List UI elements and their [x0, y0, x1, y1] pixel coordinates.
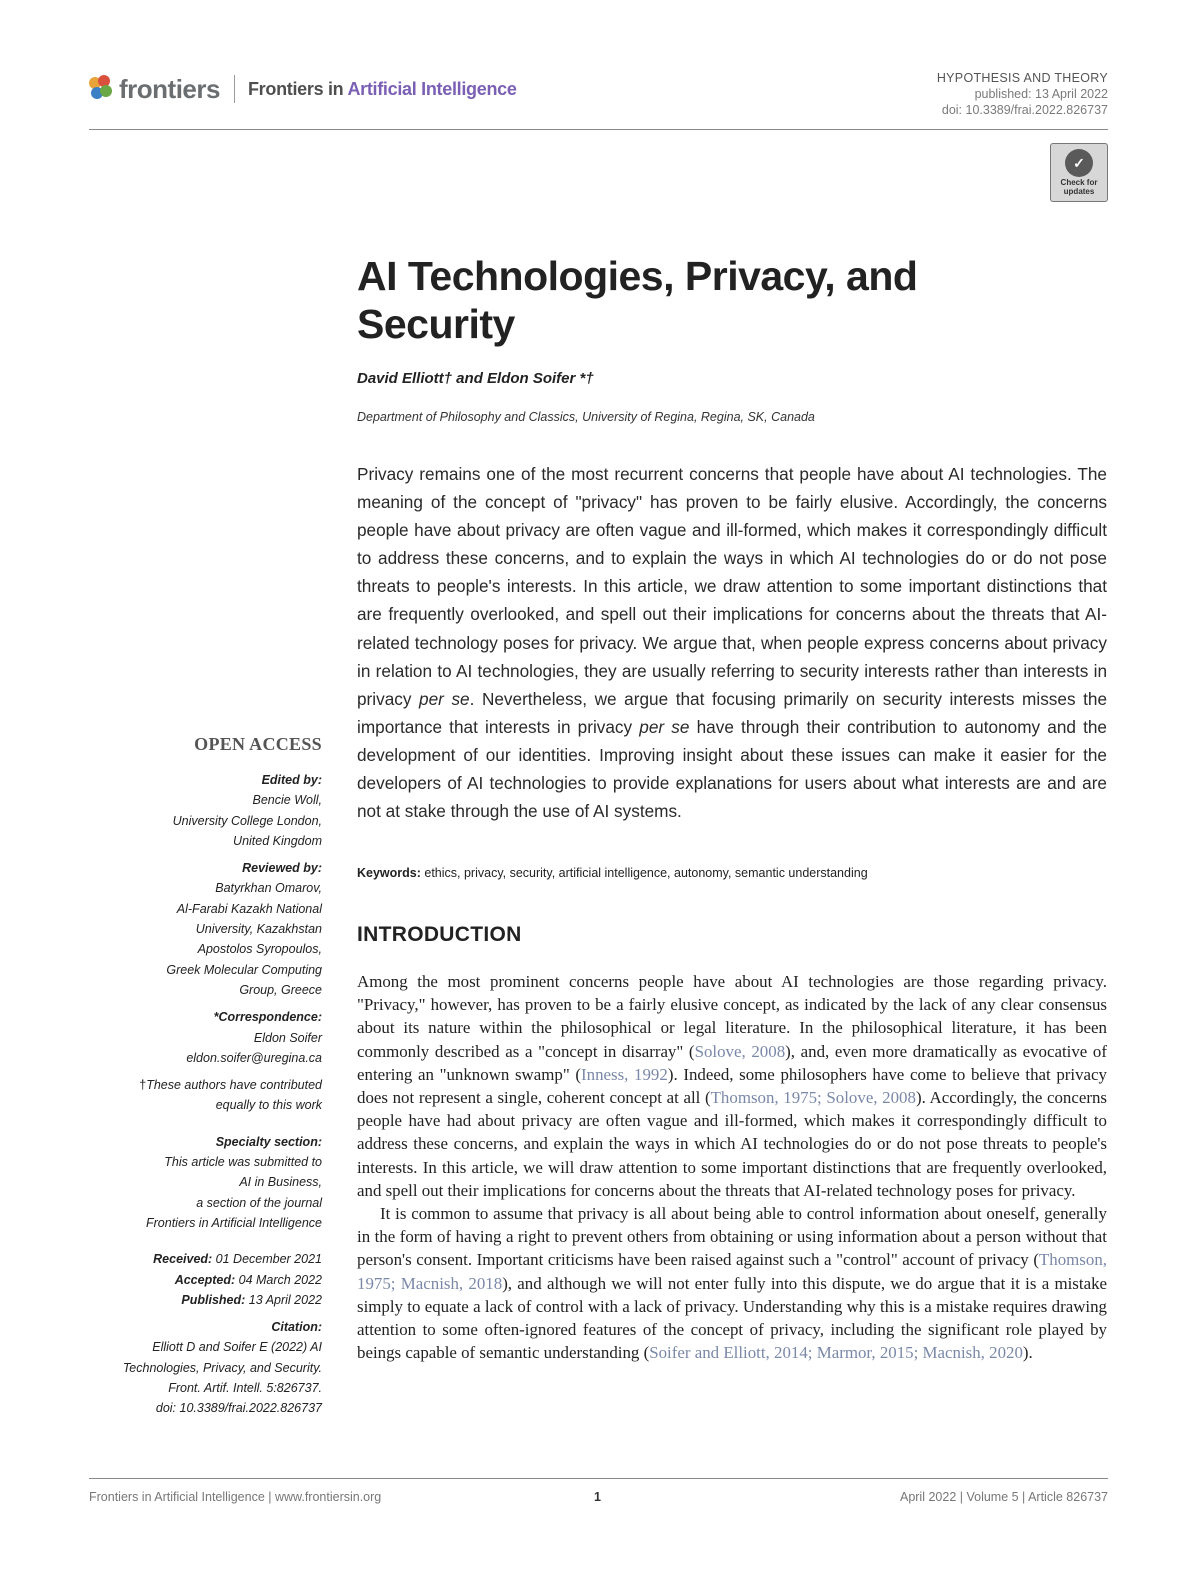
reviewed-by-block — [90, 858, 322, 1000]
abstract-emphasis-2: per se — [639, 716, 690, 737]
reviewer-line: Group, Greece — [239, 982, 322, 997]
published-date-sidebar: 13 April 2022 — [245, 1292, 322, 1307]
journal-name-part2: Artificial Intelligence — [347, 78, 517, 99]
article-type: HYPOTHESIS AND THEORY — [936, 71, 1108, 85]
page-number: 1 — [594, 1490, 601, 1504]
journal-name[interactable] — [248, 79, 517, 100]
published-label: Published: — [181, 1292, 246, 1307]
publisher-logo[interactable] — [89, 72, 517, 106]
specialty-section-block — [90, 1132, 322, 1233]
abstract-text-2: . Nevertheless, we argue that focusing primarily on security interests misses the importance that interests in privacy — [357, 688, 1108, 737]
reviewer-line: University, Kazakhstan — [195, 922, 322, 937]
abstract — [357, 460, 1107, 825]
correspondence-name: Eldon Soifer — [253, 1030, 322, 1045]
paragraph-text: ). Accordingly, the concerns people have had about privacy are often vague and ill-formed, which makes it correspondingly difficult to address these concerns, and explain the ways in which AI technologies do or do not pose threats to people's interests. In this article, we will draw attention to some important distinctions that are frequently overlooked, and spell out their implications for concerns about the threats that AI-related technology poses for privacy. — [357, 1088, 1107, 1200]
open-access-label: OPEN ACCESS — [194, 734, 322, 754]
citation-link[interactable]: Thomson, 1975; Solove, 2008 — [710, 1088, 916, 1108]
footer-issue: April 2022 | Volume 5 | Article 826737 — [899, 1490, 1108, 1504]
article-meta-header — [937, 70, 1108, 118]
check-for-updates-label: Check for updates — [1060, 178, 1098, 196]
keywords-label: Keywords: — [357, 866, 421, 880]
citation-link[interactable]: Solove, 2008 — [694, 1041, 786, 1061]
introduction-body — [357, 970, 1107, 1364]
contribution-line: These authors have contributed — [146, 1078, 322, 1093]
section-heading-introduction: INTRODUCTION — [357, 923, 522, 946]
citation-link[interactable]: Soifer and Elliott, 2014; Marmor, 2015; Macnish, 2020 — [649, 1343, 1023, 1363]
accepted-line — [90, 1270, 322, 1290]
paragraph — [357, 970, 1107, 1202]
journal-name-part1: Frontiers in — [247, 78, 344, 99]
dates-block — [90, 1249, 322, 1310]
article-doi[interactable]: doi: 10.3389/frai.2022.826737 — [941, 103, 1108, 117]
edited-by-label: Edited by: — [261, 773, 322, 787]
paragraph-text: ). Indeed, some philosophers have come to believe that privacy does not represent a single, coherent concept at all ( — [357, 1064, 1107, 1108]
received-label: Received: — [153, 1252, 213, 1267]
header-rule — [89, 129, 1108, 130]
edited-by-block — [90, 770, 322, 851]
paragraph — [357, 1202, 1107, 1364]
correspondence-block — [90, 1007, 322, 1068]
frontiers-logo-icon — [89, 75, 113, 103]
specialty-line: This article was submitted to — [164, 1155, 322, 1170]
reviewed-by-label: Reviewed by: — [242, 861, 322, 876]
publisher-name: frontiers — [119, 73, 220, 104]
abstract-text-3: have through their contribution to autonomy and the development of our identities. Improving insight about these issues can make it easier for the developers of AI technologies to provide explanations for users about what interests are and are not at stake through the use of AI systems. — [357, 716, 1107, 822]
editor-line: University College London, — [172, 813, 322, 828]
specialty-line: AI in Business, — [239, 1175, 322, 1190]
specialty-line: a section of the journal — [196, 1195, 322, 1210]
reviewer-line: Batyrkhan Omarov, — [215, 881, 322, 896]
abstract-emphasis-1: per se — [419, 688, 470, 709]
paragraph-text: It is common to assume that privacy is all about being able to control information about oneself, generally in the form of having a right to prevent others from obtaining or using information about a person without that person's consent. Important criticisms have been raised against such a "control" account of privacy ( — [357, 1204, 1107, 1270]
citation-label: Citation: — [271, 1320, 322, 1335]
author-affiliation: Department of Philosophy and Classics, University of Regina, Regina, SK, Canada — [357, 410, 815, 424]
logo-divider — [234, 75, 235, 103]
editor-line: United Kingdom — [233, 833, 322, 848]
received-line — [90, 1249, 322, 1269]
citation-line: Elliott D and Soifer E (2022) AI — [152, 1340, 322, 1355]
article-title: AI Technologies, Privacy, and Security — [357, 253, 918, 347]
citation-link[interactable]: Inness, 1992 — [581, 1064, 668, 1084]
reviewer-line: Apostolos Syropoulos, — [197, 942, 322, 957]
citation-link[interactable]: Thomson, 1975; Macnish, 2018 — [357, 1250, 1107, 1293]
reviewer-line: Al-Farabi Kazakh National — [176, 901, 322, 916]
paragraph-text: Among the most prominent concerns people have about AI technologies are those regarding privacy. "Privacy," however, has proven to be a fairly elusive concept, as indicated by the lack of any clear consensus about its nature within the philosophical or legal literature. In the philosophical literature, it has been commonly described as a "concept in disarray" ( — [357, 972, 1107, 1061]
correspondence-label: *Correspondence: — [213, 1010, 322, 1025]
keywords-list: ethics, privacy, security, artificial intelligence, autonomy, semantic understanding — [420, 866, 868, 880]
accepted-label: Accepted: — [174, 1272, 236, 1287]
paragraph-text: ), and, even more dramatically as evocative of entering an "unknown swamp" ( — [357, 1041, 1107, 1084]
citation-line: Front. Artif. Intell. 5:826737. — [168, 1381, 322, 1396]
correspondence-email[interactable]: eldon.soifer@uregina.ca — [186, 1050, 322, 1065]
citation-doi[interactable]: doi: 10.3389/frai.2022.826737 — [155, 1401, 322, 1416]
article-authors: David Elliott† and Eldon Soifer *† — [357, 370, 594, 387]
reviewer-line: Greek Molecular Computing — [166, 962, 322, 977]
received-date: 01 December 2021 — [212, 1252, 322, 1267]
published-line — [90, 1290, 322, 1310]
paragraph-text: ). — [1022, 1343, 1033, 1363]
specialty-section-label: Specialty section: — [215, 1134, 322, 1149]
footer-rule — [89, 1478, 1108, 1479]
check-for-updates-badge[interactable] — [1050, 143, 1108, 202]
dagger-mark: † — [139, 1078, 147, 1093]
abstract-text-1: Privacy remains one of the most recurrent concerns that people have about AI technologies. The meaning of the concept of "privacy" has proven to be fairly elusive. Accordingly, the concerns people have about privacy are often vague and ill-formed, which makes it correspondingly difficult to address these concerns, and to explain the ways in which AI technologies do or do not pose threats to people's interests. In this article, we draw attention to some important distinctions that are frequently overlooked, and spell out their implications for concerns about the threats that AI-related technology poses for privacy. We argue that, when people express concerns about privacy in relation to AI technologies, they are usually referring to security interests rather than interests in privacy — [357, 464, 1107, 709]
footer-journal[interactable]: Frontiers in Artificial Intelligence | www.frontiersin.org — [89, 1490, 382, 1504]
accepted-date: 04 March 2022 — [235, 1272, 322, 1287]
citation-block — [90, 1317, 322, 1418]
published-date: published: 13 April 2022 — [974, 87, 1108, 101]
check-for-updates-icon: ✓ — [1065, 149, 1093, 177]
keywords — [357, 866, 868, 880]
contribution-line: equally to this work — [215, 1098, 322, 1113]
article-sidebar — [90, 732, 322, 1426]
specialty-line: Frontiers in Artificial Intelligence — [146, 1215, 322, 1230]
editor-line: Bencie Woll, — [252, 793, 322, 808]
citation-line: Technologies, Privacy, and Security. — [122, 1360, 322, 1375]
contribution-note — [90, 1075, 322, 1116]
paragraph-text: ), and although we will not enter fully into this dispute, we do argue that it is a mistake simply to equate a lack of control with a lack of privacy. Understanding why this is a mistake requires drawing attention to some often-ignored features of the concept of privacy, including the significant role played by beings capable of semantic understanding ( — [357, 1273, 1108, 1363]
